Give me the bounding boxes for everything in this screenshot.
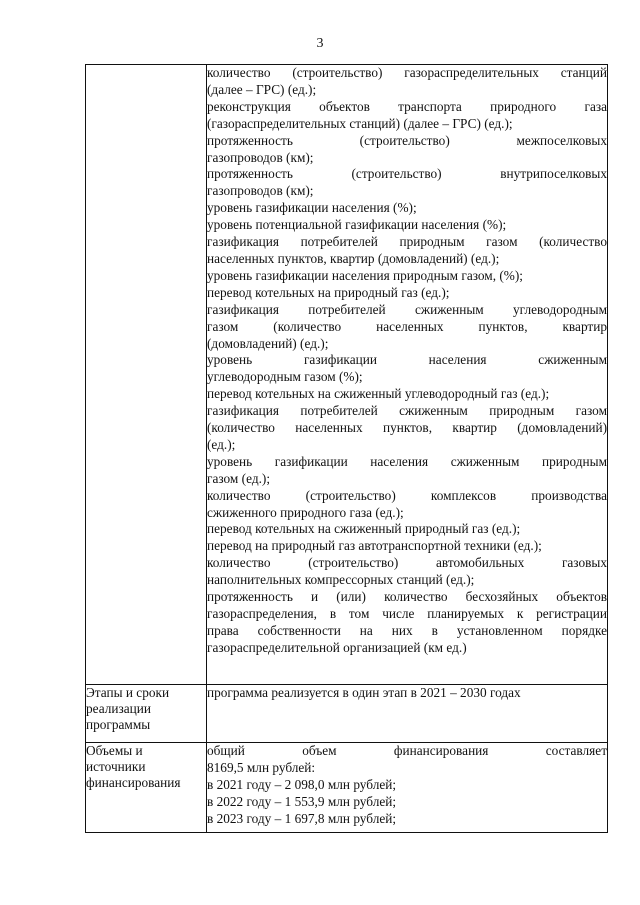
content-line: реконструкция объектов транспорта природного газа <box>207 98 607 114</box>
content-line: газопроводов (км); <box>207 183 314 199</box>
content-line: в 2023 году – 1 697,8 млн рублей; <box>207 810 397 826</box>
row-label-line: реализации <box>86 701 151 717</box>
content-line: наполнительных компрессорных станций (ед.); <box>207 572 475 588</box>
content-line: газификация потребителей сжиженным природным газом <box>207 403 607 419</box>
content-line: уровень газификации населения сжиженным <box>207 352 607 368</box>
row-label-cell <box>86 743 207 833</box>
row-content-cell <box>207 685 608 743</box>
content-line: (газораспределительных станций) (далее – ГРС) (ед.); <box>207 115 513 131</box>
content-line: программа реализуется в один этап в 2021 – 2030 годах <box>207 685 521 700</box>
content-line: газом (ед.); <box>207 470 271 486</box>
row-content-cell <box>207 65 608 685</box>
content-line: перевод на природный газ автотранспортной техники (ед.); <box>207 538 542 554</box>
content-line: общий объем финансирования составляет <box>207 743 607 758</box>
content-line: газификация потребителей сжиженным углеводородным <box>207 301 607 317</box>
content-line: в 2021 году – 2 098,0 млн рублей; <box>207 776 397 792</box>
content-line: уровень газификации населения сжиженным природным <box>207 453 607 469</box>
content-line: количество (строительство) газораспределительных станций <box>207 65 607 80</box>
content-line: газопроводов (км); <box>207 149 314 165</box>
content-line: уровень газификации населения (%); <box>207 200 417 216</box>
content-line: количество (строительство) автомобильных газовых <box>207 555 607 571</box>
content-line: газораспределения, в том числе планируемых к регистрации <box>207 606 607 621</box>
content-line: перевод котельных на природный газ (ед.); <box>207 284 450 300</box>
content-line: протяженность (строительство) внутрипоселковых <box>207 166 607 182</box>
content-line: уровень потенциальной газификации населения (%); <box>207 217 507 233</box>
table-row <box>86 685 608 743</box>
content-line: 8169,5 млн рублей: <box>207 759 316 775</box>
row-content-cell <box>207 743 608 833</box>
content-line: протяженность и (или) количество бесхозяйных объектов <box>207 589 607 605</box>
row-label-line: Этапы и сроки <box>86 685 170 700</box>
content-line: в 2022 году – 1 553,9 млн рублей; <box>207 793 397 809</box>
content-line: (домовладений) (ед.); <box>207 335 329 351</box>
content-line: сжиженного природного газа (ед.); <box>207 504 404 520</box>
content-line: количество (строительство) комплексов производства <box>207 487 607 503</box>
content-line: газификация потребителей природным газом (количество <box>207 234 607 250</box>
content-line: (ед.); <box>207 436 236 452</box>
content-line: газораспределительной организацией (км ед.) <box>207 639 467 655</box>
row-label-cell <box>86 685 207 743</box>
content-line: права собственности на них в установленном порядке <box>207 622 607 638</box>
row-label-cell <box>86 65 207 685</box>
content-line: перевод котельных на сжиженный углеводородный газ (ед.); <box>207 386 550 402</box>
content-line: углеводородным газом (%); <box>207 369 363 385</box>
content-line: населенных пунктов, квартир (домовладений) (ед.); <box>207 250 500 266</box>
content-line: протяженность (строительство) межпоселковых <box>207 132 607 148</box>
table-row <box>86 65 608 685</box>
row-label-line: Объемы и <box>86 743 143 758</box>
row-label-line: источники <box>86 759 146 775</box>
row-label-line: финансирования <box>86 775 181 791</box>
row-label-line: программы <box>86 717 151 733</box>
program-passport-table <box>85 64 608 833</box>
content-line: (далее – ГРС) (ед.); <box>207 81 317 97</box>
page-number: 3 <box>316 36 324 51</box>
content-line: (количество населенных пунктов, квартир (домовладений) <box>207 420 607 436</box>
content-line: газом (количество населенных пунктов, квартир <box>207 318 607 334</box>
table-row <box>86 743 608 833</box>
content-line: уровень газификации населения природным газом, (%); <box>207 267 523 283</box>
content-line: перевод котельных на сжиженный природный газ (ед.); <box>207 521 521 537</box>
